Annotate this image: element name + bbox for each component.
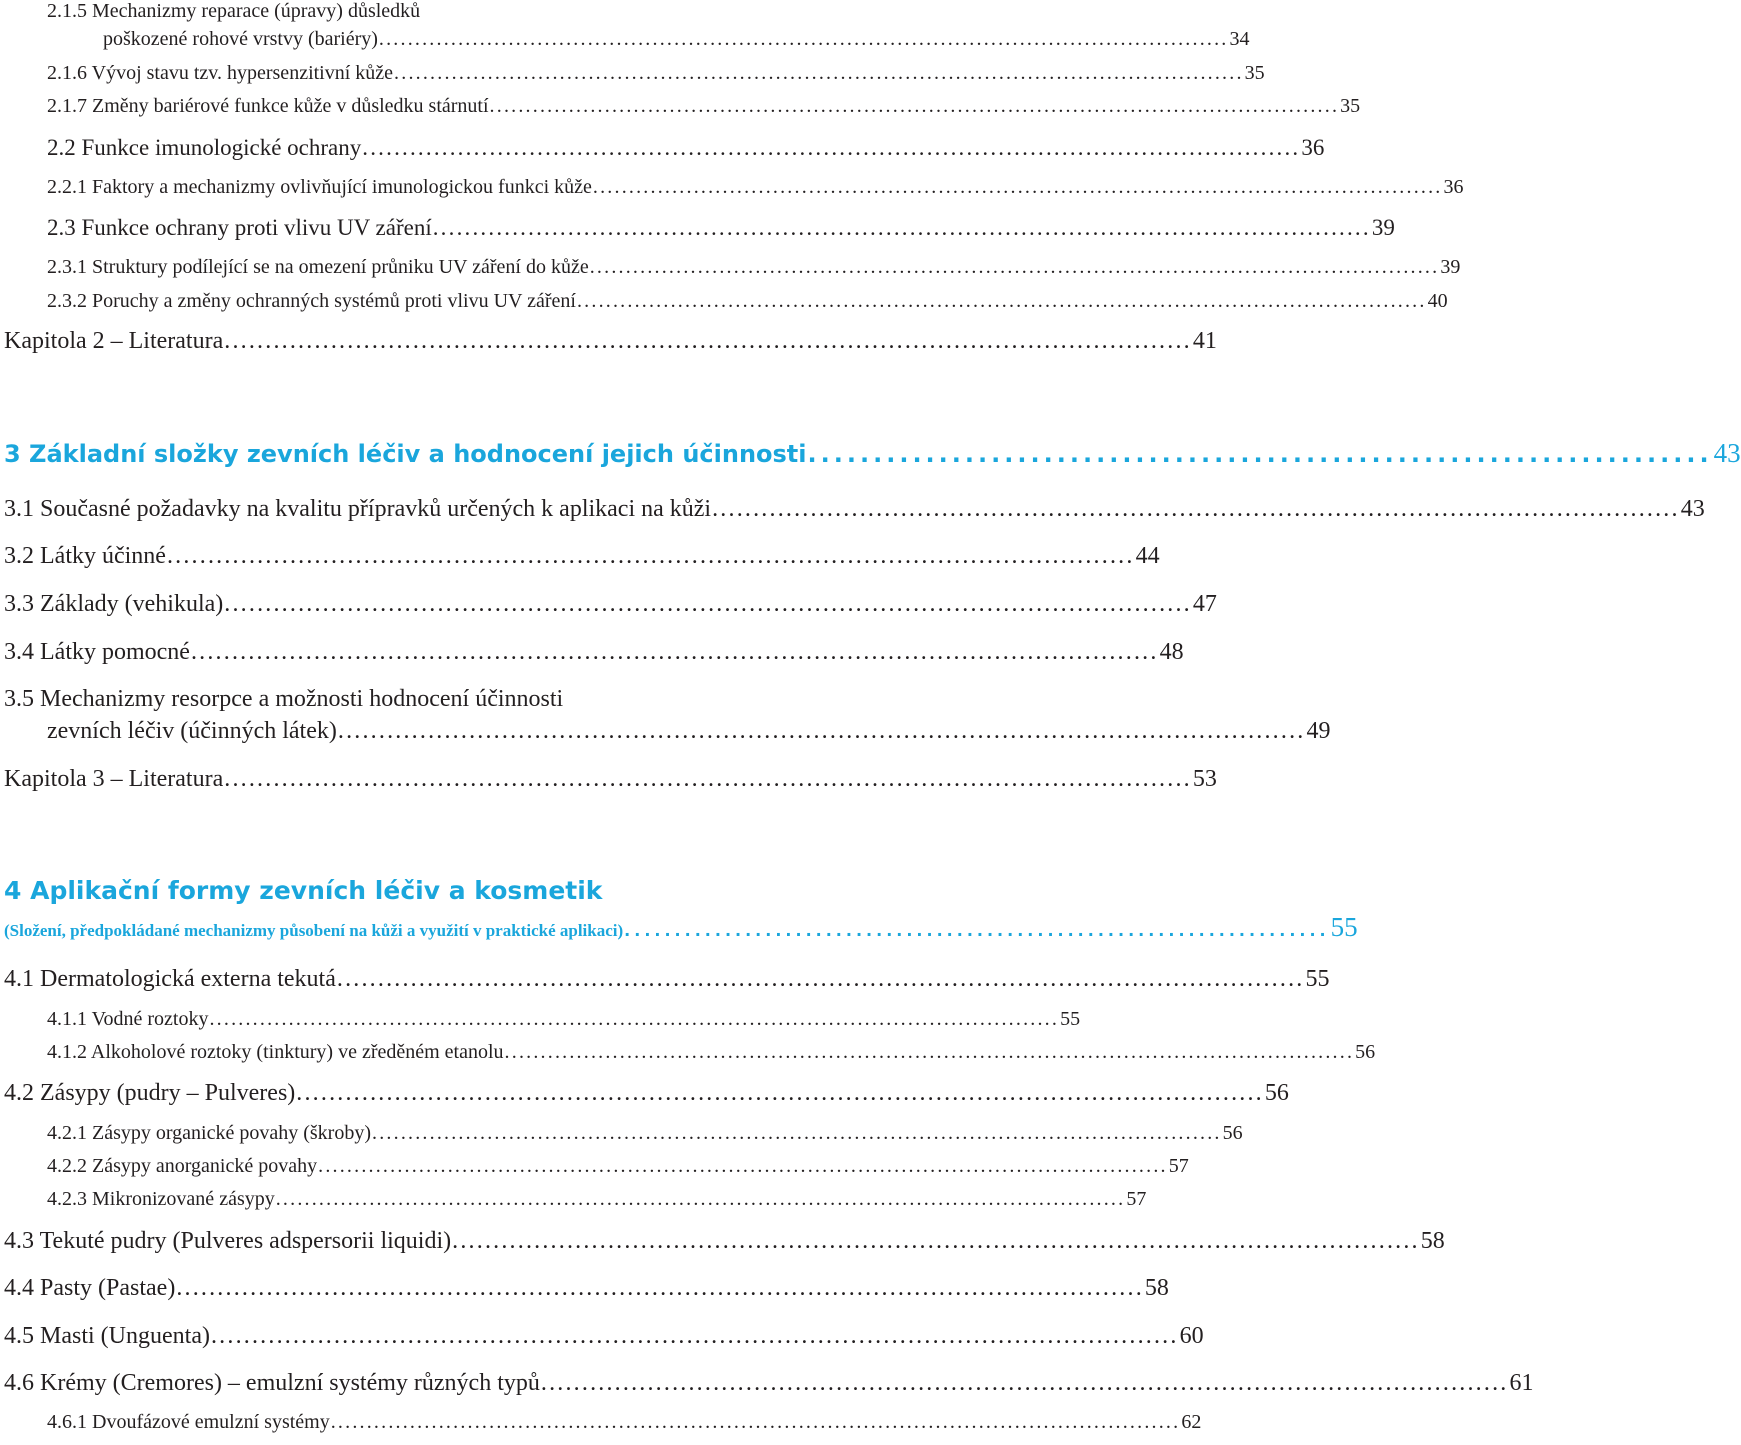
leader-dots: ...................................................................................................................... (166, 543, 1135, 569)
toc-entry-title: 2.2.1 Faktory a mechanizmy ovlivňující imunologickou funkci kůže (47, 176, 592, 198)
toc-entry[interactable] (0, 1188, 1147, 1222)
chapter-heading[interactable]: 4 Aplikační formy zevních léčiv a kosmetik (4, 876, 603, 905)
toc-entry[interactable] (0, 1228, 1445, 1262)
leader-dots: ...................................................................................................................... (210, 1323, 1179, 1349)
toc-page-number: 36 (1301, 135, 1325, 160)
leader-dots: ...................................................................................................................... (592, 176, 1443, 198)
toc-page-number: 44 (1135, 543, 1160, 569)
toc-page-number: 35 (1244, 62, 1265, 84)
toc-entry[interactable] (0, 1122, 1243, 1156)
leader-dots: ...................................................................................................................... (224, 591, 1192, 617)
toc-entry[interactable] (0, 1275, 1169, 1309)
toc-entry[interactable] (0, 328, 1217, 362)
leader-dots: ...................................................................................................................... (275, 1188, 1126, 1210)
chapter-subtitle: (Složení, předpokládané mechanizmy působení na kůži a využití v praktické aplikaci) (4, 921, 624, 940)
toc-entry[interactable] (0, 1323, 1204, 1357)
toc-entry[interactable] (0, 718, 1331, 752)
toc-page-number: 58 (1420, 1228, 1445, 1254)
toc-entry-title: 2.3.2 Poruchy a změny ochranných systémů proti vlivu UV záření (47, 290, 576, 312)
toc-entry[interactable] (0, 1008, 1081, 1042)
toc-entry-title: 4.1 Dermatologická externa tekutá (4, 966, 336, 992)
toc-page-number: 39 (1371, 215, 1395, 240)
toc-entry[interactable] (0, 215, 1395, 249)
toc-entry-title: poškozené rohové vrstvy (bariéry) (103, 28, 378, 50)
toc-entry[interactable] (0, 966, 1330, 1000)
leader-dots: ...................................................................................................................... (589, 256, 1440, 278)
leader-dots: ...................................................................................................................... (209, 1008, 1060, 1030)
toc-entry[interactable] (0, 176, 1464, 210)
toc-entry-title: 3.2 Látky účinné (4, 543, 166, 569)
toc-page-number: 55 (1330, 912, 1358, 942)
toc-entry-title: Kapitola 3 – Literatura (4, 766, 224, 792)
toc-page-number: 49 (1306, 718, 1331, 744)
toc-entry[interactable] (0, 591, 1217, 625)
toc-entry[interactable] (0, 1041, 1376, 1075)
toc-entry-title: 4.5 Masti (Unguenta) (4, 1323, 210, 1349)
chapter-title: 3 Základní složky zevních léčiv a hodnocení jejich účinnosti (4, 440, 807, 468)
toc-entry-title: 4.1.2 Alkoholové roztoky (tinktury) ve zředěném etanolu (47, 1041, 504, 1063)
toc-entry-title: 4.6.1 Dvoufázové emulzní systémy (47, 1411, 330, 1433)
toc-entry[interactable] (0, 135, 1325, 169)
toc-entry-title: 2.1.6 Vývoj stavu tzv. hypersenzitivní kůže (47, 62, 394, 84)
toc-entry[interactable] (0, 1080, 1289, 1114)
leader-dots: ...................................................................................................................... (378, 28, 1229, 50)
toc-page-number: 53 (1192, 766, 1217, 792)
toc-page-number: 57 (1168, 1155, 1189, 1177)
leader-dots: ...................................................................................................................... (330, 1411, 1181, 1433)
leader-dots: ...................................................................................................................... (576, 290, 1427, 312)
toc-entry-title: 4.2.2 Zásypy anorganické povahy (47, 1155, 318, 1177)
toc-entry-title: 4.4 Pasty (Pastae) (4, 1275, 176, 1301)
toc-page-number: 34 (1229, 28, 1250, 50)
toc-entry-title: Kapitola 2 – Literatura (4, 328, 224, 354)
leader-dots: ...................................................................................................................... (318, 1155, 1168, 1177)
leader-dots: ...................................................................................................................... (224, 328, 1192, 354)
leader-dots: ...................................................................................................................... (337, 718, 1306, 744)
toc-page-number: 55 (1060, 1008, 1081, 1030)
toc-entry-title: 4.3 Tekuté pudry (Pulveres adspersorii liquidi) (4, 1228, 452, 1254)
toc-page-number: 56 (1355, 1041, 1376, 1063)
leader-dots: ...................................................................................................................... (296, 1080, 1264, 1106)
toc-entry[interactable] (0, 639, 1184, 673)
toc-page-number: 43 (1713, 438, 1741, 468)
toc-entry-title-line1: 2.1.5 Mechanizmy reparace (úpravy) důsledků (47, 0, 421, 22)
leader-dots: ...................................................................................................................... (394, 62, 1244, 84)
leader-dots: ...................................................................................................................... (190, 639, 1159, 665)
chapter-heading[interactable] (4, 438, 1741, 478)
toc-entry-title: 4.1.1 Vodné roztoky (47, 1008, 209, 1030)
toc-entry[interactable] (0, 766, 1217, 800)
leader-dots: ...................................................................................................................... (372, 1122, 1222, 1144)
leader-dots: ...................................................................................................................... (336, 966, 1305, 992)
toc-page-number: 43 (1680, 496, 1705, 522)
toc-entry-title: 2.1.7 Změny bariérové funkce kůže v důsledku stárnutí (47, 95, 489, 117)
toc-entry[interactable] (0, 28, 1250, 62)
toc-entry-title: 3.1 Současné požadavky na kvalitu přípravků určených k aplikaci na kůži (4, 496, 712, 522)
toc-entry-title: 3.3 Základy (vehikula) (4, 591, 224, 617)
toc-entry[interactable] (0, 256, 1461, 290)
toc-page-number: 58 (1144, 1275, 1169, 1301)
toc-entry[interactable] (0, 290, 1448, 324)
leader-dots: ...................................................................................................................... (362, 135, 1301, 160)
leader-dots: ...................................................................................................................... (504, 1041, 1355, 1063)
toc-entry-title: 3.4 Látky pomocné (4, 639, 190, 665)
toc-page-number: 55 (1305, 966, 1330, 992)
toc-entry-title-line1: 3.5 Mechanizmy resorpce a možnosti hodnocení účinnosti (4, 686, 564, 712)
toc-entry[interactable] (0, 95, 1361, 129)
toc-page-number: 57 (1126, 1188, 1147, 1210)
toc-entry-title: zevních léčiv (účinných látek) (47, 718, 337, 744)
toc-page-number: 41 (1192, 328, 1217, 354)
leader-dots: ...................................................................................................................... (540, 1370, 1509, 1396)
leader-dots: ...................................................................................................................... (489, 95, 1340, 117)
toc-page-number: 39 (1440, 256, 1461, 278)
toc-page-number: 35 (1340, 95, 1361, 117)
toc-entry[interactable] (0, 496, 1705, 530)
toc-page-number: 36 (1443, 176, 1464, 198)
leader-dots: ...................................................................................................................... (432, 215, 1371, 240)
toc-entry[interactable] (0, 1370, 1534, 1404)
toc-page-number: 61 (1509, 1370, 1534, 1396)
toc-page-number: 47 (1192, 591, 1217, 617)
toc-entry-title: 4.6 Krémy (Cremores) – emulzní systémy různých typů (4, 1370, 540, 1396)
toc-entry-title: 4.2.3 Mikronizované zásypy (47, 1188, 275, 1210)
toc-entry-title: 4.2.1 Zásypy organické povahy (škroby) (47, 1122, 372, 1144)
chapter-subheading[interactable] (4, 912, 1358, 946)
toc-entry-title: 2.2 Funkce imunologické ochrany (47, 135, 362, 160)
leader-dots: ...................................................................................................................... (712, 496, 1680, 522)
toc-page-number: 48 (1159, 639, 1184, 665)
toc-entry-title: 4.2 Zásypy (pudry – Pulveres) (4, 1080, 296, 1106)
leader-dots: ...................................................................................................................... (452, 1228, 1420, 1254)
toc-page-number: 56 (1264, 1080, 1289, 1106)
toc-page-number: 62 (1181, 1411, 1202, 1433)
toc-entry[interactable] (0, 543, 1160, 577)
toc-entry[interactable] (0, 1155, 1189, 1189)
leader-dots: ...................................................................................................................... (176, 1275, 1144, 1301)
toc-page-number: 60 (1179, 1323, 1204, 1349)
toc-entry[interactable] (0, 62, 1265, 96)
leader-dots: ...................................................................................................................... (224, 766, 1192, 792)
leader-dots: ..................................................................... (807, 440, 1713, 468)
toc-page-number: 40 (1427, 290, 1448, 312)
toc-entry-title: 2.3.1 Struktury podílející se na omezení průniku UV záření do kůže (47, 256, 589, 278)
toc-page-number: 56 (1222, 1122, 1243, 1144)
leader-dots: ...................................................................... (624, 921, 1330, 940)
toc-entry[interactable] (0, 1411, 1202, 1445)
toc-entry-title: 2.3 Funkce ochrany proti vlivu UV záření (47, 215, 432, 240)
